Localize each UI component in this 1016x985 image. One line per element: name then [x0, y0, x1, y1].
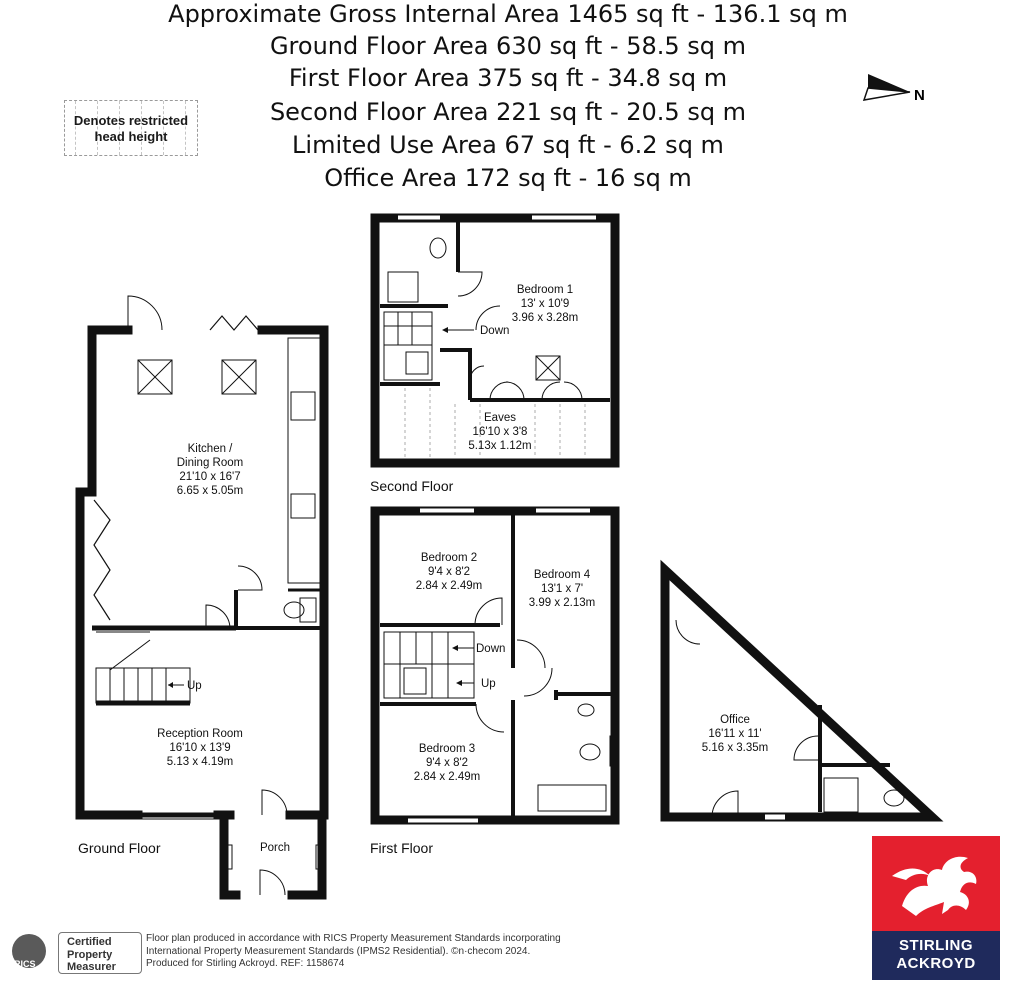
bedroom4-imperial: 13'1 x 7'	[540, 583, 584, 595]
wc-cistern-icon	[300, 598, 316, 622]
rics-certified-box	[58, 932, 142, 974]
porch-wall-east	[292, 820, 322, 895]
wc-door-swing-icon	[238, 566, 262, 590]
first-floor-label: First Floor	[370, 840, 433, 856]
eaves-imperial: 16'10 x 3'8	[472, 426, 528, 438]
office-side-door-icon	[676, 620, 700, 644]
brand-line-1: STIRLING	[899, 937, 973, 954]
toilet-icon	[284, 602, 304, 618]
second-floor-label: Second Floor	[370, 478, 454, 494]
eaves-metric: 5.13x 1.12m	[468, 440, 532, 452]
ensuite-door-swing-icon	[458, 272, 482, 296]
office-shower-tray-icon	[824, 778, 858, 812]
cupboard-door-swing-icon	[470, 366, 484, 380]
office-metric: 5.16 x 3.35m	[701, 742, 769, 754]
griffin-emblem	[872, 836, 1000, 931]
bedroom2-name: Bedroom 2	[420, 552, 478, 564]
porch-door-swing-icon	[260, 870, 285, 895]
kitchen-metric: 6.65 x 5.05m	[176, 485, 244, 497]
first-stairs	[384, 632, 474, 698]
rics-certified-badge	[8, 932, 138, 976]
stairs-up-arrowhead-icon	[168, 682, 173, 688]
first-floor-area: First Floor Area 375 sq ft - 34.8 sq m	[288, 64, 728, 92]
office-area: Office Area 172 sq ft - 16 sq m	[324, 164, 692, 192]
shower-tray-icon	[388, 272, 418, 302]
bedroom3-door-swing-icon	[476, 704, 504, 732]
bedroom4-door-swing-icon	[517, 640, 545, 668]
second-stairs-down-label: Down	[480, 325, 510, 337]
stirling-ackroyd-logo	[872, 836, 1000, 980]
griffin-icon	[872, 836, 1000, 931]
kitchen-name-2: Dining Room	[176, 457, 244, 469]
sink-icon	[291, 392, 315, 420]
office-toilet-icon	[884, 790, 904, 806]
bedroom2-metric: 2.84 x 2.49m	[415, 580, 483, 592]
footer-disclaimer	[146, 933, 666, 971]
reception-imperial: 16'10 x 13'9	[169, 742, 231, 754]
legend-line-1: Denotes restricted	[73, 113, 189, 128]
bedroom4-name: Bedroom 4	[533, 569, 591, 581]
office-name: Office	[720, 714, 750, 726]
bedroom2-door-swing-icon	[475, 598, 502, 625]
kitchen-worktop	[288, 338, 320, 583]
second-stairs	[384, 312, 432, 380]
footer-note-3: Produced for Stirling Ackroyd. REF: 1158674	[146, 958, 345, 969]
bedroom3-imperial: 9'4 x 8'2	[425, 757, 469, 769]
cupboard-wall	[440, 350, 470, 400]
rics-line-1: Certified	[67, 936, 112, 948]
side-bifold-door-icon	[94, 500, 110, 620]
compass-north-label: N	[914, 87, 925, 104]
bedroom4-metric: 3.99 x 2.13m	[528, 597, 596, 609]
porch-name: Porch	[259, 842, 291, 854]
bedroom1-imperial: 13' x 10'9	[520, 298, 570, 310]
bathtub-icon	[538, 785, 606, 811]
ground-floor-plan	[80, 296, 324, 895]
first-floor-plan	[375, 511, 616, 820]
office-labels	[702, 714, 768, 754]
basin-icon	[578, 704, 594, 716]
eaves-door-swing-icon	[490, 382, 582, 400]
bathroom-door-swing-icon	[524, 668, 552, 696]
bedroom3-name: Bedroom 3	[418, 743, 476, 755]
office-imperial: 16'11 x 11'	[708, 728, 762, 740]
ground-stairs	[96, 632, 190, 703]
kitchen-imperial: 21'10 x 16'7	[179, 471, 241, 483]
reception-name: Reception Room	[157, 728, 243, 740]
front-door-swing-icon	[262, 790, 287, 815]
ground-floor-area: Ground Floor Area 630 sq ft - 58.5 sq m	[269, 32, 747, 60]
ground-labels	[78, 443, 290, 856]
legend-line-2: head height	[94, 129, 168, 144]
rics-logo-text: RICS	[14, 959, 36, 969]
office-wc-door-swing-icon	[794, 736, 818, 760]
bedroom2-imperial: 9'4 x 8'2	[427, 566, 471, 578]
footer-note-1: Floor plan produced in accordance with RICS Property Measurement Standards incorporating	[146, 933, 561, 944]
rear-door-swing-icon	[128, 296, 162, 330]
gross-area-title: Approximate Gross Internal Area 1465 sq ft - 136.1 sq m	[168, 0, 848, 28]
rics-line-2: Property	[67, 948, 113, 961]
first-stairs-down-label: Down	[476, 643, 506, 655]
bedroom1-metric: 3.96 x 3.28m	[511, 312, 579, 324]
hob-icon	[291, 494, 315, 518]
office-walls	[665, 570, 932, 817]
rooflight-icon	[138, 360, 256, 394]
brand-name	[872, 931, 1000, 980]
bifold-door-icon	[210, 316, 258, 330]
brand-line-2: ACKROYD	[896, 955, 976, 972]
footer-note-2: International Property Measurement Standards (IPMS2 Residential). ©n·checom 2024.	[146, 945, 531, 957]
first-stairs-up-label: Up	[481, 678, 496, 690]
hall-door-swing-icon	[206, 605, 230, 628]
ensuite-toilet-icon	[430, 238, 446, 258]
eaves-name: Eaves	[484, 412, 516, 424]
rics-line-3: Measurer	[67, 961, 116, 973]
bathroom-toilet-icon	[580, 744, 600, 760]
bedroom3-metric: 2.84 x 2.49m	[413, 771, 481, 783]
limited-use-area: Limited Use Area 67 sq ft - 6.2 sq m	[292, 131, 724, 159]
office-plan	[665, 570, 932, 817]
kitchen-name-1: Kitchen /	[187, 443, 233, 455]
second-floor-area: Second Floor Area 221 sq ft - 20.5 sq m	[269, 98, 747, 126]
ground-floor-label: Ground Floor	[78, 840, 161, 856]
ground-stairs-up-label: Up	[187, 680, 202, 692]
first-floor-walls	[375, 511, 615, 820]
reception-metric: 5.13 x 4.19m	[166, 756, 234, 768]
bedroom1-name: Bedroom 1	[516, 284, 574, 296]
